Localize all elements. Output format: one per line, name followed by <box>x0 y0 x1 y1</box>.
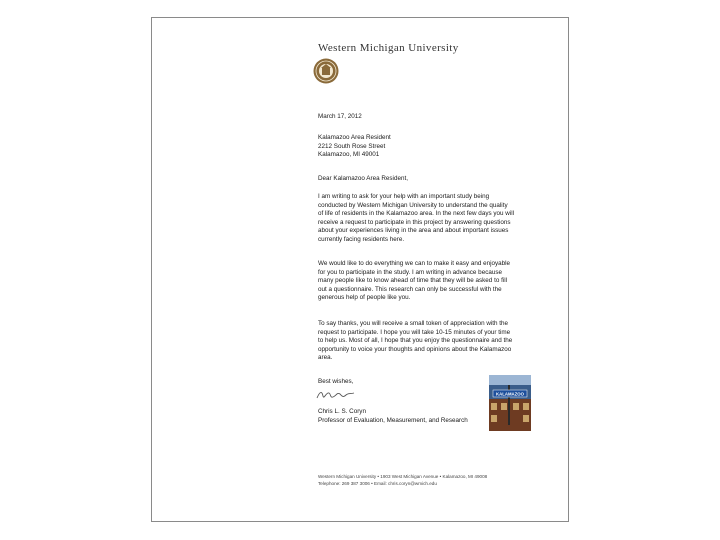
text-line: area. <box>318 354 333 362</box>
signature-title: Professor of Evaluation, Measurement, and Research <box>318 416 468 424</box>
text-line: of life of residents in the Kalamazoo area. In the next few days you will <box>318 210 515 218</box>
text-line: about your experiences living in the area and about important issues <box>318 227 509 235</box>
inside-address <box>318 134 391 160</box>
text-line: many people like to know ahead of time that they will be asked to fill <box>318 277 508 285</box>
address-line: 2212 South Rose Street <box>318 142 386 150</box>
text-line: currently facing residents here. <box>318 235 405 243</box>
handwritten-signature-icon <box>316 388 356 400</box>
letter-footer <box>318 473 558 487</box>
text-line: I am writing to ask for your help with an important study being <box>318 193 490 200</box>
university-name: Western Michigan University <box>318 42 459 54</box>
footer-line: Telephone: 269 387 3006 • Email: chris.coryn@wmich.edu <box>318 481 437 486</box>
paragraph-appeal <box>318 193 514 245</box>
address-line: Kalamazoo, MI 49001 <box>318 151 380 159</box>
letter-date: March 17, 2012 <box>318 113 362 120</box>
signature-block <box>318 408 468 425</box>
signature-name: Chris L. S. Coryn <box>318 408 366 415</box>
footer-line: Western Michigan University • 1903 West Michigan Avenue • Kalamazoo, MI 49008 <box>318 474 488 479</box>
text-line: out a questionnaire. This research can only be successful with the <box>318 285 502 293</box>
text-line: We would like to do everything we can to make it easy and enjoyable <box>318 260 511 267</box>
salutation: Dear Kalamazoo Area Resident, <box>318 175 408 182</box>
text-line: opportunity to voice your thoughts and opinions about the Kalamazoo <box>318 345 512 353</box>
closing: Best wishes, <box>318 378 354 385</box>
address-line: Kalamazoo Area Resident <box>318 134 391 141</box>
paragraph-importance <box>318 260 510 303</box>
text-line: to help us. Most of all, I hope that you enjoy the questionnaire and the <box>318 337 513 345</box>
text-line: To say thanks, you will receive a small token of appreciation with the <box>318 320 509 327</box>
text-line: request to participate. I hope you will take 10-15 minutes of your time <box>318 328 511 336</box>
university-seal-icon <box>313 58 339 84</box>
text-line: receive a request to participate in this project by answering questions <box>318 218 511 226</box>
text-line: for you to participate in the study. I am writing in advance because <box>318 268 502 276</box>
paragraph-gratitude <box>318 320 512 363</box>
text-line: conducted by Western Michigan University to understand the quality <box>318 201 508 209</box>
text-line: generous help of people like you. <box>318 294 411 302</box>
kalamazoo-photo <box>489 375 531 431</box>
photo-sign-text: KALAMAZOO <box>496 391 524 397</box>
